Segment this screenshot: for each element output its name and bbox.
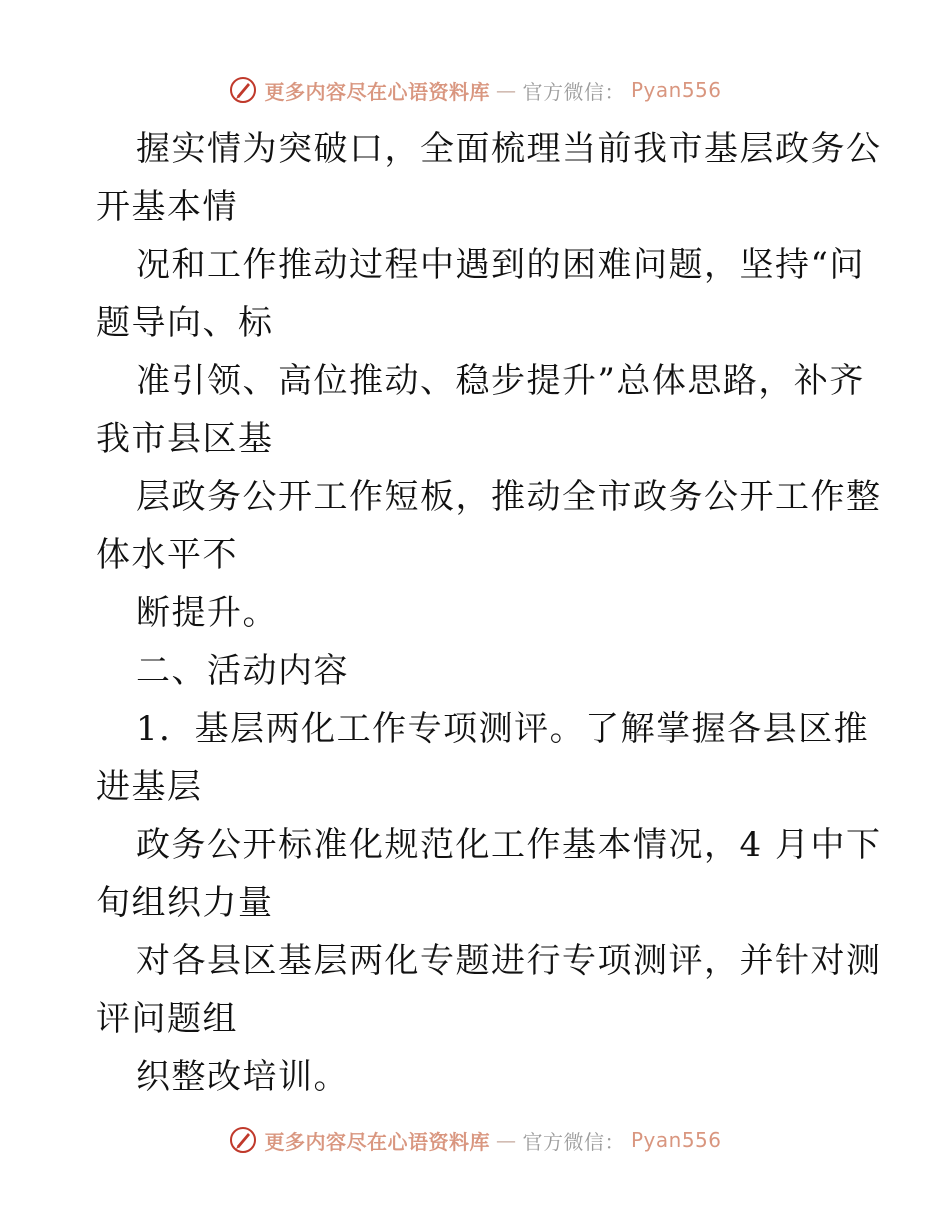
watermark-wechat-id: Pyan556 bbox=[630, 78, 722, 102]
watermark-wechat-label: 官方微信： bbox=[522, 1129, 625, 1154]
text-line: 准引领、高位推动、稳步提升”总体思路，补齐 bbox=[136, 361, 865, 401]
document-body bbox=[96, 120, 882, 1106]
text-line: 开基本情 bbox=[96, 187, 238, 227]
quill-logo-icon bbox=[228, 1125, 258, 1155]
text-line: 政务公开标准化规范化工作基本情况，4 月中下 bbox=[136, 825, 882, 865]
watermark-separator: — bbox=[495, 78, 517, 102]
watermark-main-text: 更多内容尽在心语资料库 bbox=[264, 1129, 490, 1154]
text-line: 评问题组 bbox=[96, 999, 238, 1039]
footer-watermark bbox=[0, 1120, 950, 1160]
watermark-wechat-label: 官方微信： bbox=[522, 79, 625, 104]
text-line: 对各县区基层两化专题进行专项测评，并针对测 bbox=[136, 941, 882, 981]
text-line: 二、活动内容 bbox=[136, 651, 349, 691]
text-line: 况和工作推动过程中遇到的困难问题，坚持“问 bbox=[136, 245, 865, 285]
text-line: 体水平不 bbox=[96, 535, 238, 575]
watermark-separator: — bbox=[495, 1128, 517, 1152]
quill-logo-icon bbox=[228, 75, 258, 105]
text-line: 题导向、标 bbox=[96, 303, 274, 343]
text-line: 进基层 bbox=[96, 767, 203, 807]
watermark-main-text: 更多内容尽在心语资料库 bbox=[264, 79, 490, 104]
text-line: 旬组织力量 bbox=[96, 883, 274, 923]
text-line: 我市县区基 bbox=[96, 419, 274, 459]
text-line: 断提升。 bbox=[136, 593, 278, 633]
watermark-wechat-id: Pyan556 bbox=[630, 1128, 722, 1152]
text-line: 握实情为突破口，全面梳理当前我市基层政务公 bbox=[136, 129, 882, 169]
header-watermark bbox=[0, 70, 950, 110]
text-line: 1．基层两化工作专项测评。了解掌握各县区推 bbox=[136, 709, 870, 749]
text-line: 织整改培训。 bbox=[136, 1057, 349, 1097]
text-line: 层政务公开工作短板，推动全市政务公开工作整 bbox=[136, 477, 882, 517]
